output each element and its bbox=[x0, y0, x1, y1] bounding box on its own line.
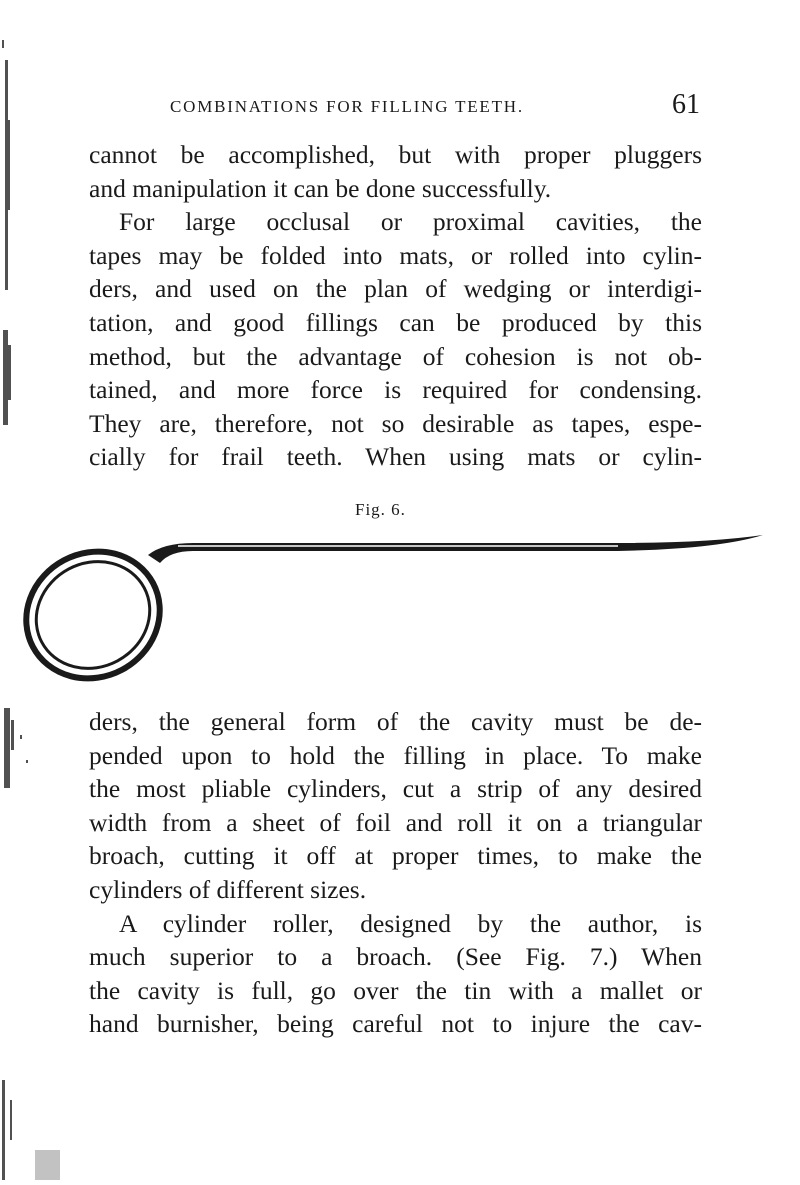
text-line: and manipulation it can be done successfully. bbox=[89, 173, 552, 203]
text-line: broach, cutting it off at proper times, to make the bbox=[89, 841, 702, 871]
text-line: For large occlusal or proximal cavities, the bbox=[119, 207, 702, 237]
text-line: width from a sheet of foil and roll it on a triangular bbox=[89, 807, 702, 837]
text-line: pended upon to hold the filling in place. To make bbox=[89, 740, 702, 770]
text-line: the cavity is full, go over the tin with a mallet or bbox=[89, 975, 702, 1005]
text-line: A cylinder roller, designed by the author, is bbox=[119, 908, 702, 938]
text-line: tained, and more force is required for condensing. bbox=[89, 375, 702, 405]
text-line: cannot be accomplished, but with proper pluggers bbox=[89, 140, 702, 169]
running-title: COMBINATIONS FOR FILLING TEETH. bbox=[170, 97, 524, 116]
text-line: method, but the advantage of cohesion is not ob- bbox=[89, 341, 702, 371]
text-line: They are, therefore, not so desirable as tapes, espe- bbox=[89, 408, 702, 438]
text-line: the most pliable cylinders, cut a strip of any desired bbox=[89, 774, 702, 804]
text-line: ders, and used on the plan of wedging or interdigi- bbox=[89, 274, 702, 304]
plugger-instrument-icon bbox=[18, 525, 768, 695]
text-line: tation, and good fillings can be produced by this bbox=[89, 307, 702, 337]
text-line: hand burnisher, being careful not to injure the cav- bbox=[89, 1009, 702, 1039]
text-line: ders, the general form of the cavity must be de- bbox=[89, 707, 702, 736]
body-text-top bbox=[89, 138, 702, 474]
text-line: cially for frail teeth. When using mats or cylin- bbox=[89, 442, 702, 472]
text-line: cylinders of different sizes. bbox=[89, 874, 367, 904]
text-line: much superior to a broach. (See Fig. 7.) When bbox=[89, 942, 702, 972]
text-line: tapes may be folded into mats, or rolled into cylin- bbox=[89, 240, 702, 270]
body-text-bottom bbox=[89, 705, 702, 1041]
page-number: 61 bbox=[672, 89, 700, 120]
figure-caption: Fig. 6. bbox=[355, 500, 406, 519]
running-head bbox=[170, 89, 700, 123]
